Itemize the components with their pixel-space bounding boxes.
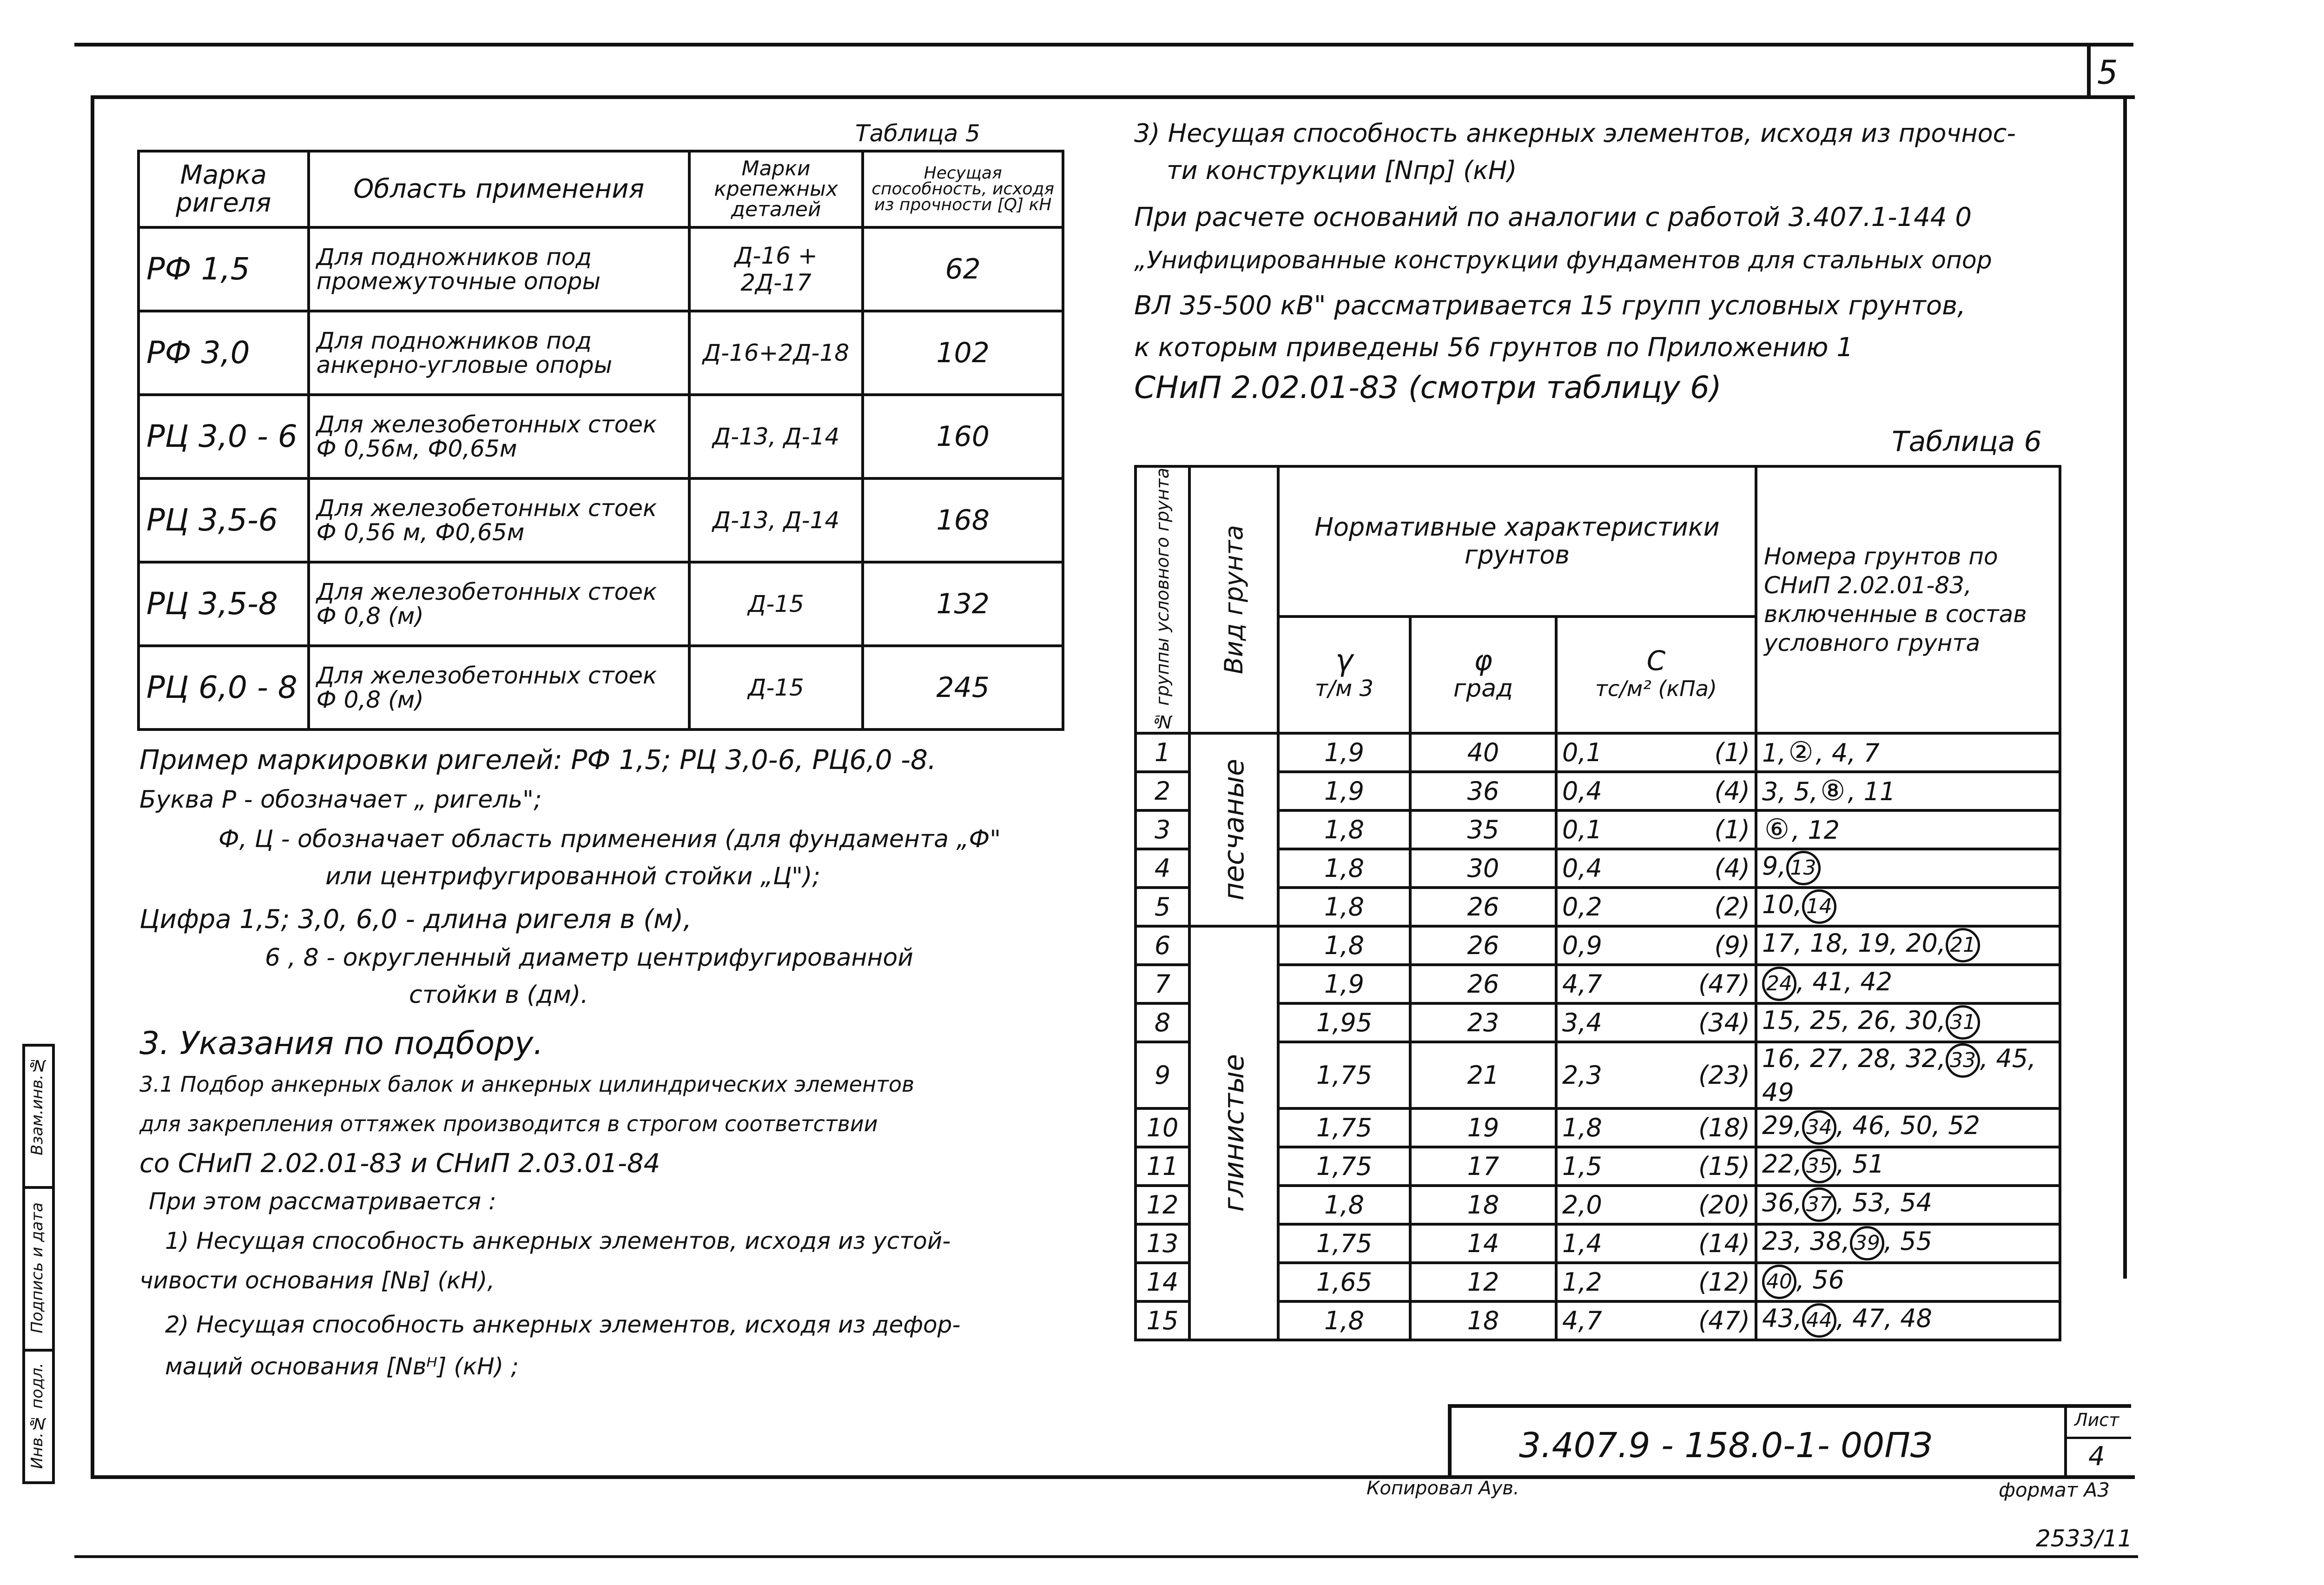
sheet-number: 4 [2088,1441,2105,1472]
soil-list-after: , 45, 49 [1762,1043,2036,1107]
soil-list-after: , 12 [1792,815,1840,845]
table5-details: Д-13, Д-14 [689,395,863,478]
table6-c-kpa: (1) [1646,733,1756,772]
section-title: 3. Указания по подбору. [139,1025,543,1062]
table6-phi: 21 [1410,1042,1556,1108]
table6-group-number: 6 [1136,926,1189,965]
soil-circled-number: ⑥ [1764,813,1789,846]
table6-c-value: 0,1 [1556,733,1646,772]
table5-details: Д-15 [689,562,863,646]
soil-circled-number: 44 [1802,1303,1836,1338]
table6-c-value: 3,4 [1556,1003,1646,1042]
soil-list-after: , 56 [1796,1265,1845,1295]
title-block [1448,1404,2131,1478]
table5-mark: РЦ 6,0 - 8 [139,646,309,729]
table6-group-number: 8 [1136,1003,1189,1042]
table5-header-capacity: Несущая способность, исходя из прочности [Q] кН [863,151,1063,227]
table-row [139,227,1063,311]
table6-kind-clay-cell [1189,926,1278,1340]
table6-phi: 30 [1410,849,1556,888]
soil-circled-number: 37 [1802,1187,1836,1222]
soil-list-before: 10, [1762,890,1802,920]
soil-list-before: 15, 25, 26, 30, [1762,1006,1946,1035]
table6-caption: Таблица 6 [1892,425,2042,458]
table6-c-kpa: (47) [1646,965,1756,1003]
table6-group-number: 1 [1136,733,1189,772]
table6-gamma: 1,8 [1278,849,1410,888]
soil-circled-number: 39 [1850,1226,1884,1260]
page-number-box-left [2087,46,2091,98]
soil-circled-number: ⑧ [1820,774,1846,807]
soil-list-before: 22, [1762,1149,1802,1179]
soil-list-before: 3, 5, [1762,776,1818,806]
table6-kind-sand: песчаные [1217,759,1250,901]
paper-format: формат А3 [1999,1479,2110,1501]
top-border [74,43,2133,46]
table6-soil-numbers [1756,1003,2060,1042]
table6-soil-numbers [1756,849,2060,888]
table6-gamma: 1,8 [1278,1186,1410,1224]
letters-fc-text-1: Ф, Ц - обозначает область применения (для фундамента „Ф" [218,825,1001,853]
table6-c-kpa: (2) [1646,888,1756,926]
table6-phi: 40 [1410,733,1556,772]
table-row [139,395,1063,478]
soil-list-before: 17, 18, 19, 20, [1762,928,1946,958]
archive-number: 2533/11 [2036,1525,2133,1552]
soil-circled-number: 40 [1762,1265,1796,1299]
table5-capacity: 245 [863,646,1063,729]
table6-phi: 18 [1410,1186,1556,1224]
table6-group-number: 14 [1136,1263,1189,1301]
table5-caption: Таблица 5 [855,120,980,147]
soil-circled-number: 31 [1946,1005,1980,1040]
side-replace-label: Взам.инв.№ [28,1056,46,1155]
table-row [1136,733,2060,772]
table6-soil-numbers [1756,810,2060,849]
drawing-frame-right [2123,95,2127,1279]
table6-c-value: 1,2 [1556,1263,1646,1301]
table6-phi: 17 [1410,1147,1556,1186]
item2-line-1: 2) Несущая способность анкерных элементов, исходя из дефор- [165,1311,961,1338]
table6-soil-numbers [1756,1042,2060,1108]
item2-line-2: маций основания [Nвᴴ] (кН) ; [165,1353,519,1380]
p31-line-1: 3.1 Подбор анкерных балок и анкерных цилиндрических элементов [139,1072,915,1097]
table6-c-value: 0,2 [1556,888,1646,926]
table6-soil-numbers [1756,1186,2060,1224]
table5-header-row [139,151,1063,227]
table5-mark: РЦ 3,5-6 [139,478,309,562]
table6-gamma: 1,9 [1278,772,1410,810]
table6-soil-numbers [1756,1263,2060,1301]
soil-circled-number: 35 [1802,1149,1836,1183]
soil-list-before: 9, [1762,851,1786,881]
table6-header-c-unit: тс/м² (кПа) [1595,676,1717,702]
soil-list-before: 23, 38, [1762,1227,1850,1256]
table6-soil-numbers [1756,1301,2060,1340]
table6-c-value: 2,3 [1556,1042,1646,1108]
table5-area: Для железобетонных стоек Ф 0,8 (м) [309,646,689,729]
table5-mark: РЦ 3,5-8 [139,562,309,646]
side-sign-label: Подпись и дата [28,1202,46,1333]
table6-header-row [1136,466,2060,617]
table6-c-value: 0,4 [1556,849,1646,888]
table-row [139,478,1063,562]
calc-line-2: „Унифицированные конструкции фундаментов для стальных опор [1134,246,1992,274]
table5-header-mark: Марка ригеля [139,151,309,227]
table6-header-gamma-cell [1278,617,1410,733]
table6-group-number: 5 [1136,888,1189,926]
soil-list-before: 16, 27, 28, 32, [1762,1043,1946,1073]
table6 [1134,465,2061,1341]
table6-gamma: 1,9 [1278,733,1410,772]
soil-circled-number: 24 [1762,967,1796,1001]
table6-header-gamma: γ [1335,643,1353,678]
table6-header-gamma-unit: т/м 3 [1314,676,1374,702]
table6-kind-sand-cell [1189,733,1278,926]
soil-circled-number: 34 [1802,1110,1836,1145]
table6-group-number: 9 [1136,1042,1189,1108]
table5-mark: РЦ 3,0 - 6 [139,395,309,478]
table5-capacity: 102 [863,311,1063,395]
table6-phi: 19 [1410,1108,1556,1147]
table6-group-number: 2 [1136,772,1189,810]
table6-c-kpa: (9) [1646,926,1756,965]
soil-list-after: , 51 [1836,1149,1884,1179]
item3-line-2: ти конструкции [Nпр] (кН) [1167,156,1517,185]
soil-list-before: 29, [1762,1111,1802,1141]
table6-c-kpa: (4) [1646,849,1756,888]
table6-group-number: 3 [1136,810,1189,849]
soil-circled-number: 14 [1802,889,1836,924]
side-inv-label: Инв.№ подл. [28,1363,46,1469]
letters-fc-text-2: или центрифугированной стойки „Ц"); [325,862,820,890]
table6-phi: 35 [1410,810,1556,849]
calc-line-3: ВЛ 35-500 кВ" рассматривается 15 групп условных грунтов, [1134,291,1966,321]
table6-c-value: 0,4 [1556,772,1646,810]
table6-header-group-cell [1136,466,1189,733]
table5-area: Для подножников под промежуточные опоры [309,227,689,311]
table6-header-group: № группы условного грунта [1152,468,1173,732]
table6-group-number: 15 [1136,1301,1189,1340]
soil-list-after: , 55 [1884,1227,1932,1256]
soil-list-after: , 4, 7 [1816,738,1880,768]
table6-c-kpa: (1) [1646,810,1756,849]
item1-line-2: чивости основания [Nв] (кН), [139,1267,495,1294]
table6-c-kpa: (23) [1646,1042,1756,1108]
digits-text-1: Цифра 1,5; 3,0, 6,0 - длина ригеля в (м), [139,904,692,935]
table6-gamma: 1,95 [1278,1003,1410,1042]
soil-circled-number: ② [1788,736,1814,769]
table6-gamma: 1,8 [1278,1301,1410,1340]
table5 [137,150,1064,731]
table5-details: Д-15 [689,646,863,729]
table6-gamma: 1,65 [1278,1263,1410,1301]
table6-group-number: 13 [1136,1224,1189,1263]
table6-header-kind-cell [1189,466,1278,733]
table6-soil-numbers [1756,1108,2060,1147]
copied-by: Копировал Аув. [1367,1478,1519,1499]
table6-group-number: 10 [1136,1108,1189,1147]
p31-line-4: При этом рассматривается : [149,1188,496,1215]
digits-text-2: 6 , 8 - округленный диаметр центрифугированной [265,944,913,972]
table6-gamma: 1,8 [1278,888,1410,926]
table6-phi: 14 [1410,1224,1556,1263]
table6-c-kpa: (15) [1646,1147,1756,1186]
table6-gamma: 1,75 [1278,1042,1410,1108]
soil-list-after: , 46, 50, 52 [1836,1111,1981,1141]
soil-circled-number: 33 [1946,1043,1980,1078]
table5-details: Д-16+2Д-18 [689,311,863,395]
table6-gamma: 1,75 [1278,1224,1410,1263]
table6-c-value: 4,7 [1556,965,1646,1003]
table6-phi: 26 [1410,926,1556,965]
table5-area: Для железобетонных стоек Ф 0,56м, Ф0,65м [309,395,689,478]
table5-capacity: 132 [863,562,1063,646]
calc-line-1: При расчете оснований по аналогии с работой 3.407.1-144 0 [1134,202,1972,232]
side-stamp [22,1044,55,1484]
table6-c-kpa: (4) [1646,772,1756,810]
table-row [139,311,1063,395]
table6-soil-numbers [1756,772,2060,810]
digits-text-3: стойки в (дм). [409,981,588,1009]
table5-mark: РФ 3,0 [139,311,309,395]
table6-phi: 26 [1410,965,1556,1003]
marking-example: Пример маркировки ригелей: РФ 1,5; РЦ 3,0-6, РЦ6,0 -8. [139,744,937,776]
table6-group-number: 12 [1136,1186,1189,1224]
table6-c-value: 0,1 [1556,810,1646,849]
table5-header-area: Область применения [309,151,689,227]
table6-header-c-cell [1556,617,1756,733]
letter-p-text: Буква Р - обозначает „ ригель"; [139,786,542,814]
calc-line-4: к которым приведены 56 грунтов по Приложению 1 [1134,332,1853,363]
table6-soil-numbers [1756,1224,2060,1263]
table5-details: Д-16 + 2Д-17 [689,227,863,311]
table6-c-value: 4,7 [1556,1301,1646,1340]
table-row [139,562,1063,646]
table6-gamma: 1,75 [1278,1147,1410,1186]
table6-phi: 36 [1410,772,1556,810]
table6-soil-numbers [1756,733,2060,772]
table5-area: Для железобетонных стоек Ф 0,8 (м) [309,562,689,646]
soil-list-after: , 41, 42 [1796,967,1893,997]
soil-list-after: , 11 [1848,776,1896,806]
table6-gamma: 1,8 [1278,926,1410,965]
table6-c-value: 1,5 [1556,1147,1646,1186]
table5-capacity: 168 [863,478,1063,562]
document-code: 3.407.9 - 158.0-1- 00ПЗ [1519,1426,1933,1466]
table6-c-kpa: (20) [1646,1186,1756,1224]
page-number: 5 [2097,53,2118,92]
soil-circled-number: 13 [1786,851,1821,885]
table5-capacity: 160 [863,395,1063,478]
sheet-label: Лист [2074,1410,2119,1430]
table6-c-value: 0,9 [1556,926,1646,965]
table6-header-numbers: Номера грунтов по СНиП 2.02.01-83, включенные в состав условного грунта [1756,466,2060,733]
soil-list-before: 1, [1762,738,1786,768]
table5-area: Для подножников под анкерно-угловые опоры [309,311,689,395]
table6-c-kpa: (18) [1646,1108,1756,1147]
soil-list-before: 36, [1762,1188,1802,1218]
table6-c-value: 1,4 [1556,1224,1646,1263]
table6-phi: 12 [1410,1263,1556,1301]
table5-capacity: 62 [863,227,1063,311]
soil-circled-number: 21 [1946,928,1980,962]
table6-group-number: 11 [1136,1147,1189,1186]
table6-phi: 18 [1410,1301,1556,1340]
table5-header-details: Марки крепежных деталей [689,151,863,227]
table5-area: Для железобетонных стоек Ф 0,56 м, Ф0,65м [309,478,689,562]
table6-header-c: С [1646,645,1666,677]
soil-list-after: , 53, 54 [1836,1188,1932,1218]
soil-list-before: 43, [1762,1304,1802,1333]
table6-group-number: 4 [1136,849,1189,888]
table6-group-number: 7 [1136,965,1189,1003]
table6-gamma: 1,75 [1278,1108,1410,1147]
table6-phi: 26 [1410,888,1556,926]
table6-soil-numbers [1756,926,2060,965]
item3-line-1: 3) Несущая способность анкерных элементов, исходя из прочнос- [1134,119,2016,148]
table6-gamma: 1,9 [1278,965,1410,1003]
table6-header-normative: Нормативные характеристики грунтов [1278,466,1756,617]
item1-line-1: 1) Несущая способность анкерных элементов, исходя из устой- [165,1227,951,1254]
soil-list-after: , 47, 48 [1836,1304,1932,1333]
table6-header-phi-unit: град [1453,675,1513,703]
table-row [139,646,1063,729]
table6-c-value: 1,8 [1556,1108,1646,1147]
table6-gamma: 1,8 [1278,810,1410,849]
p31-line-2: для закрепления оттяжек производится в строгом соответствии [139,1111,878,1136]
table6-c-kpa: (34) [1646,1003,1756,1042]
table6-kind-clay: глинистые [1217,1054,1250,1212]
table6-phi: 23 [1410,1003,1556,1042]
table6-c-value: 2,0 [1556,1186,1646,1224]
table6-soil-numbers [1756,965,2060,1003]
calc-line-5: СНиП 2.02.01-83 (смотри таблицу 6) [1134,370,1722,405]
table6-header-phi-cell [1410,617,1556,733]
table6-c-kpa: (14) [1646,1224,1756,1263]
table-row [1136,926,2060,965]
bottom-rule [74,1555,2138,1558]
table6-soil-numbers [1756,888,2060,926]
table6-c-kpa: (12) [1646,1263,1756,1301]
table6-soil-numbers [1756,1147,2060,1186]
table6-header-phi: φ [1474,644,1492,677]
table5-details: Д-13, Д-14 [689,478,863,562]
table6-c-kpa: (47) [1646,1301,1756,1340]
p31-line-3: со СНиП 2.02.01-83 и СНиП 2.03.01-84 [139,1148,660,1179]
table5-mark: РФ 1,5 [139,227,309,311]
table6-header-kind: Вид грунта [1219,525,1248,675]
